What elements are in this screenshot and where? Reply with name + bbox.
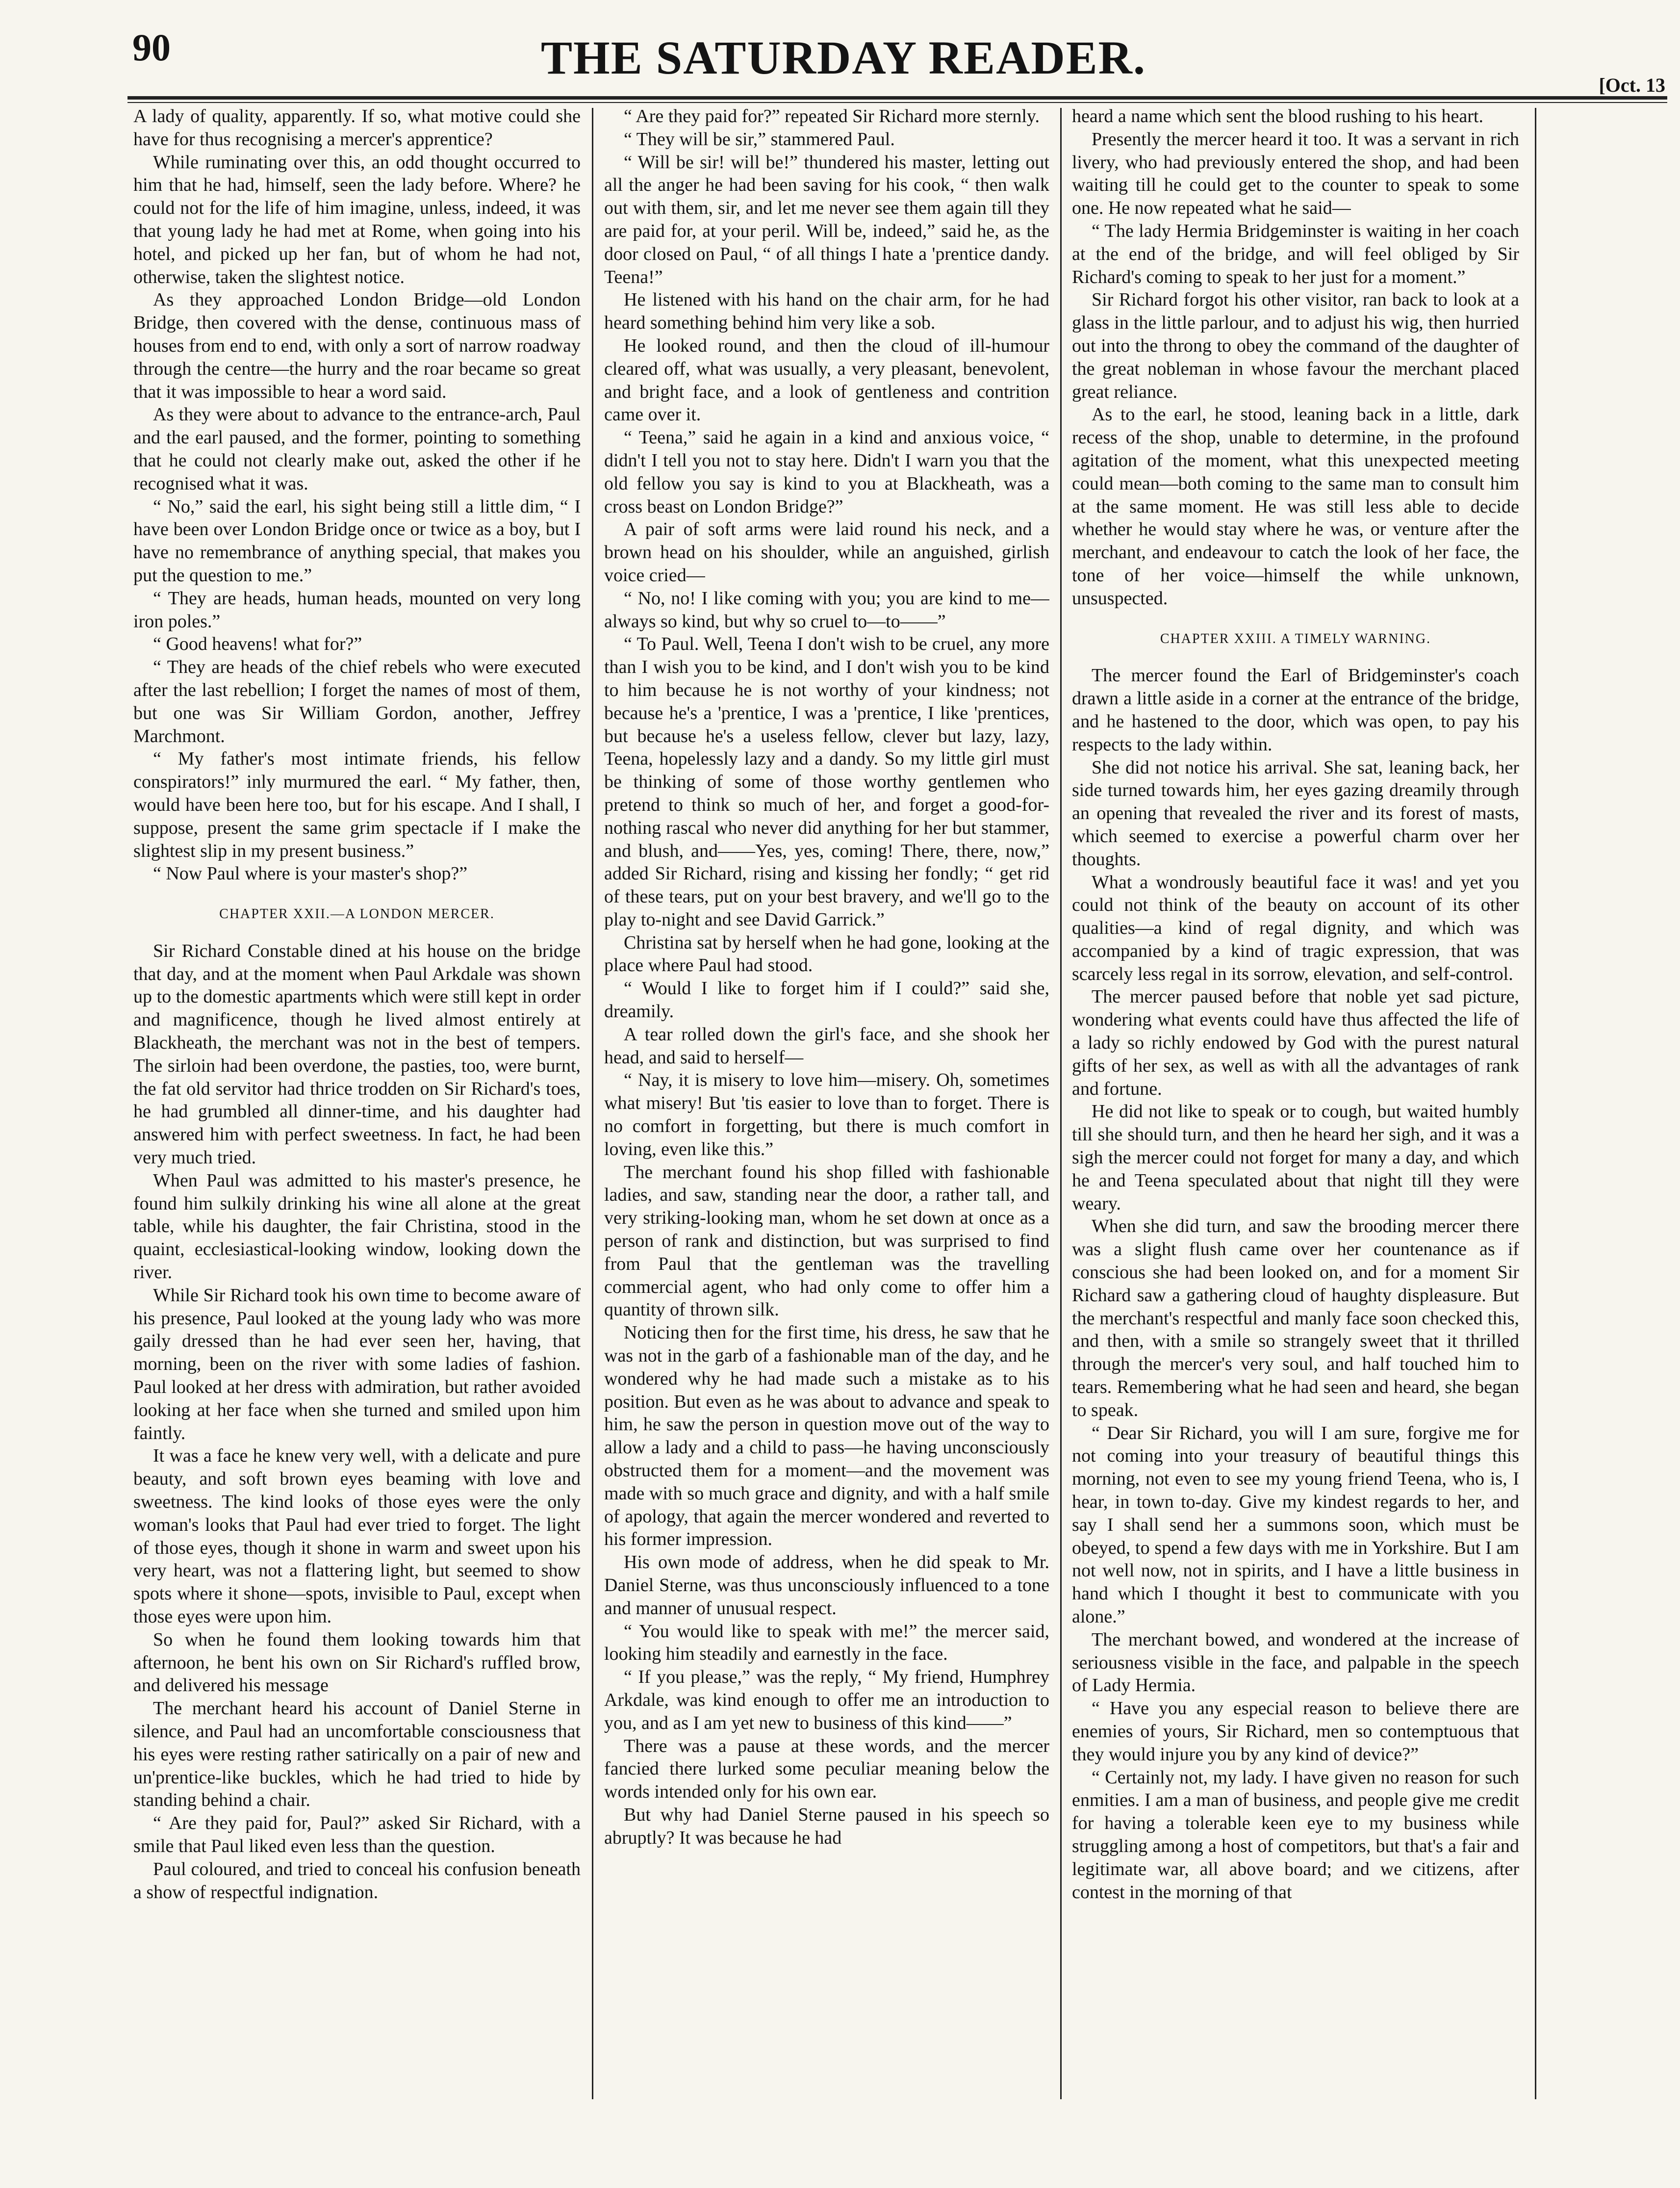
paragraph: “ Now Paul where is your master's shop?” (153, 863, 468, 884)
paragraph: As to the earl, he stood, leaning back in a little, dark recess of the shop, unable to determine, in the profound agitation of the moment, what this unexpected meeting could mean—both coming to the same man to consult him at the same moment. He was still less able to decide whether he would stay where he was, or venture after the merchant, and endeavour to catch the look of her face, the tone of her voice—himself the while unknown, unsuspected. (1072, 404, 1519, 609)
paragraph: The merchant bowed, and wondered at the increase of seriousness visible in the face, and palpable in the speech of Lady Hermia. (1072, 1629, 1519, 1696)
paragraph: Paul coloured, and tried to conceal his confusion beneath a show of respectful indignation. (133, 1858, 581, 1903)
header-rule (127, 96, 1667, 100)
paragraph: Sir Richard forgot his other visitor, ran back to look at a glass in the little parlour, and to adjust his wig, then hurried out into the throng to obey the command of the daughter of the great nobleman in whose favour the merchant placed great reliance. (1072, 289, 1519, 402)
chapter-heading: CHAPTER XXII.—A LONDON MERCER. (219, 906, 495, 922)
page-number: 90 (132, 26, 171, 69)
paragraph: A lady of quality, apparently. If so, what motive could she have for thus recognising a mercer's apprentice? (133, 106, 581, 150)
paragraph: “ They will be sir,” stammered Paul. (624, 129, 895, 150)
paragraph: A tear rolled down the girl's face, and she shook her head, and said to herself— (604, 1024, 1049, 1068)
paragraph: “ Have you any especial reason to believe there are enemies of yours, Sir Richard, men so contemptuous that they would injure you by any kind of device?” (1072, 1698, 1519, 1765)
paragraph: While Sir Richard took his own time to become aware of his presence, Paul looked at the young lady who was more gaily dressed than he had ever seen her, having, that morning, been on the river with some ladies of fashion. Paul looked at her dress with admiration, but rather avoided looking at her face when she turned and smiled upon him faintly. (133, 1285, 581, 1443)
paragraph: “ Are they paid for?” repeated Sir Richard more sternly. (624, 106, 1040, 127)
paragraph: So when he found them looking towards him that afternoon, he bent his own on Sir Richard's ruffled brow, and delivered his message (133, 1629, 581, 1696)
text-column-1 (133, 105, 581, 2106)
paragraph: But why had Daniel Sterne paused in his speech so abruptly? It was because he had (604, 1804, 1049, 1848)
paragraph: “ They are heads of the chief rebels who were executed after the last rebellion; I forget the names of most of them, but one was Sir William Gordon, another, Jeffrey Marchmont. (133, 657, 581, 746)
paragraph: “ No, no! I like coming with you; you are kind to me—always so kind, but why so cruel to—to——” (604, 588, 1049, 632)
paragraph: He listened with his hand on the chair arm, for he had heard something behind him very like a sob. (604, 289, 1049, 334)
paragraph: “ You would like to speak with me!” the mercer said, looking him steadily and earnestly in the face. (604, 1621, 1049, 1665)
page-header (0, 0, 1680, 123)
paragraph: Presently the mercer heard it too. It was a servant in rich livery, who had previously entered the shop, and had been waiting till he could get to the counter to speak to some one. He now repeated what he said— (1072, 129, 1519, 219)
paragraph: “ Good heavens! what for?” (153, 634, 362, 655)
paragraph: He looked round, and then the cloud of ill-humour cleared off, what was usually, a very pleasant, benevolent, and bright face, and a look of gentleness and contrition came over it. (604, 335, 1049, 425)
column-divider (1535, 108, 1536, 2099)
header-rule-thin (127, 102, 1667, 103)
paragraph: When Paul was admitted to his master's presence, he found him sulkily drinking his wine all alone at the great table, while his daughter, the fair Christina, stood in the quaint, ecclesiastical-looking window, looking down the river. (133, 1170, 581, 1283)
paragraph: His own mode of address, when he did speak to Mr. Daniel Sterne, was thus unconsciously influenced to a tone and manner of unusual respect. (604, 1552, 1049, 1619)
column-divider (1060, 108, 1062, 2099)
paragraph: While ruminating over this, an odd thought occurred to him that he had, himself, seen the lady before. Where? he could not for the life of him imagine, unless, indeed, it was that young lady he had met at Rome, when going into his hotel, and picked up her fan, but of whom he had not, otherwise, taken the slightest notice. (133, 152, 581, 287)
paragraph: “ The lady Hermia Bridgeminster is waiting in her coach at the end of the bridge, and will feel obliged by Sir Richard's coming to speak to her just for a moment.” (1072, 220, 1519, 287)
paragraph: The merchant found his shop filled with fashionable ladies, and saw, standing near the door, a rather tall, and very striking-looking man, whom he set down at once as a person of rank and distinction, but was surprised to find from Paul that the gentleman was the travelling commercial agent, who had only come to offer him a quantity of thrown silk. (604, 1161, 1049, 1320)
paragraph: heard a name which sent the blood rushing to his heart. (1072, 106, 1483, 127)
masthead-title: THE SATURDAY READER. (541, 31, 1146, 84)
paragraph: There was a pause at these words, and the mercer fancied there lurked some peculiar meaning below the words intended only for his own ear. (604, 1735, 1049, 1802)
paragraph: “ If you please,” was the reply, “ My friend, Humphrey Arkdale, was kind enough to offer me an introduction to you, and as I am yet new to business of this kind——” (604, 1667, 1049, 1733)
paragraph: As they were about to advance to the entrance-arch, Paul and the earl paused, and the former, pointing to something that he could not clearly make out, asked the other if he recognised what it was. (133, 404, 581, 494)
paragraph: When she did turn, and saw the brooding mercer there was a slight flush came over her countenance as if conscious she had been looked on, and for a moment Sir Richard saw a gathering cloud of haughty displeasure. But the merchant's respectful and manly face soon checked this, and then, with a smile so strangely sweet that it thrilled through the mercer's very soul, and half touched him to tears. Remembering what he had seen and heard, she began to speak. (1072, 1216, 1519, 1420)
paragraph: “ Would I like to forget him if I could?” said she, dreamily. (604, 978, 1049, 1022)
paragraph: “ No,” said the earl, his sight being still a little dim, “ I have been over London Bridge once or twice as a boy, but I have no remembrance of anything special, that makes you put the question to me.” (133, 496, 581, 586)
issue-date: [Oct. 13 (1599, 74, 1665, 96)
paragraph: Noticing then for the first time, his dress, he saw that he was not in the garb of a fashionable man of the day, and he wondered why he had made such a mistake as to his position. But even as he was about to advance and speak to him, he saw the person in question move out of the way to allow a lady and a child to pass—he having unconsciously obstructed them for a moment—and the movement was made with so much grace and dignity, and with a half smile of apology, that again the mercer wondered and reverted to his former impression. (604, 1322, 1049, 1550)
paragraph: “ To Paul. Well, Teena I don't wish to be cruel, any more than I wish you to be kind, and I don't wish you to be kind to him because he is not worthy of your kindness; not because he's a 'prentice, I was a 'prentice, I like 'prentices, but because he's a useless fellow, clever but lazy, lazy, Teena, hopelessly lazy and a dandy. So my little girl must be thinking of some of those worthy gentlemen who pretend to think so much of her, and forget a good-for-nothing rascal who never did anything for her but stammer, and blush, and——Yes, yes, coming! There, there, now,” added Sir Richard, rising and kissing her fondly; “ get rid of these tears, put on your best bravery, and we'll go to the play to-night and see David Garrick.” (604, 634, 1049, 930)
paragraph: The mercer found the Earl of Bridgeminster's coach drawn a little aside in a corner at the entrance of the bridge, and he hastened to the door, which was open, to pay his respects to the lady within. (1072, 665, 1519, 755)
paragraph: “ Will be sir! will be!” thundered his master, letting out all the anger he had been saving for his cook, “ then walk out with them, sir, and let me never see them again till they are paid for, at your peril. Will be, indeed,” said he, as the door closed on Paul, “ of all things I hate a 'prentice dandy. Teena!” (604, 152, 1049, 287)
paragraph: “ Dear Sir Richard, you will I am sure, forgive me for not coming into your treasury of beautiful things this morning, not even to see my young friend Teena, who is, I hear, in town to-day. Give my kindest regards to her, and say I shall send her a summons soon, which must be obeyed, to spend a few days with me in Yorkshire. But I am not well now, not in spirits, and I have a little business in hand which I thought it best to communicate with you alone.” (1072, 1422, 1519, 1627)
column-divider (592, 108, 593, 2099)
paragraph: “ They are heads, human heads, mounted on very long iron poles.” (133, 588, 581, 632)
chapter-heading: CHAPTER XXIII. A TIMELY WARNING. (1160, 631, 1431, 646)
paragraph: “ Are they paid for, Paul?” asked Sir Richard, with a smile that Paul liked even less than the question. (133, 1813, 581, 1856)
paragraph: “ My father's most intimate friends, his fellow conspirators!” inly murmured the earl. “ My father, then, would have been here too, but for his escape. And I shall, I suppose, present the same grim spectacle if I make the slightest slip in my present business.” (133, 748, 581, 861)
paragraph: “ Certainly not, my lady. I have given no reason for such enmities. I am a man of business, and people give me credit for having a tolerable keen eye to my business while struggling among a host of competitors, but that's a fair and legitimate war, all above board; and we citizens, after contest in the morning of that (1072, 1767, 1519, 1903)
paragraph: The merchant heard his account of Daniel Sterne in silence, and Paul had an uncomfortable consciousness that his eyes were resting rather satirically on a pair of new and un'prentice-like buckles, which he had tried to hide by standing behind a chair. (133, 1698, 581, 1811)
paragraph: What a wondrously beautiful face it was! and yet you could not think of the beauty on account of its other qualities—a kind of regal dignity, and which was accompanied by a kind of tragic expression, that was scarcely less regal in its sorrow, elevation, and self-control. (1072, 872, 1519, 984)
paragraph: Sir Richard Constable dined at his house on the bridge that day, and at the moment when Paul Arkdale was shown up to the domestic apartments which were still kept in order and magnificence, though he lived almost entirely at Blackheath, the merchant was not in the best of tempers. The sirloin had been overdone, the pasties, too, were burnt, the fat old servitor had thrice trodden on Sir Richard's toes, he had grumbled all dinner-time, and his daughter had answered him with perfect sweetness. In fact, he had been very much tried. (133, 940, 581, 1168)
paragraph: The mercer paused before that noble yet sad picture, wondering what events could have thus affected the life of a lady so richly endowed by God with the purest natural gifts of her sex, as well as with all the advantages of rank and fortune. (1072, 986, 1519, 1099)
paragraph: Christina sat by herself when he had gone, looking at the place where Paul had stood. (604, 932, 1049, 976)
paragraph: She did not notice his arrival. She sat, leaning back, her side turned towards him, her eyes gazing dreamily through an opening that revealed the river and its forest of masts, which seemed to exercise a powerful charm over her thoughts. (1072, 757, 1519, 870)
paragraph: He did not like to speak or to cough, but waited humbly till she should turn, and then he heard her sigh, and it was a sigh the mercer could not forget for many a day, and which he and Teena speculated about that night till they were weary. (1072, 1101, 1519, 1214)
text-column-2 (604, 105, 1049, 2106)
paragraph: It was a face he knew very well, with a delicate and pure beauty, and soft brown eyes beaming with love and sweetness. The kind looks of those eyes were the only woman's looks that Paul had ever tried to forget. The light of those eyes, though it shone in warm and sweet upon his very heart, was not a flattering light, but seemed to show spots where it shone—spots, invisible to Paul, except when those eyes were upon him. (133, 1445, 581, 1627)
paragraph: “ Teena,” said he again in a kind and anxious voice, “ didn't I tell you not to stay here. Didn't I warn you that the old fellow you say is kind to you at Blackheath, was a cross beast on London Bridge?” (604, 427, 1049, 517)
text-column-3 (1072, 105, 1519, 2106)
paragraph: “ Nay, it is misery to love him—misery. Oh, sometimes what misery! But 'tis easier to love than to forget. There is no comfort in forgetting, but there is much comfort in loving, even like this.” (604, 1070, 1049, 1159)
paragraph: As they approached London Bridge—old London Bridge, then covered with the dense, continuous mass of houses from end to end, with only a sort of narrow roadway through the centre—the hurry and the roar became so great that it was impossible to hear a word said. (133, 289, 581, 402)
paragraph: A pair of soft arms were laid round his neck, and a brown head on his shoulder, while an anguished, girlish voice cried— (604, 519, 1049, 586)
